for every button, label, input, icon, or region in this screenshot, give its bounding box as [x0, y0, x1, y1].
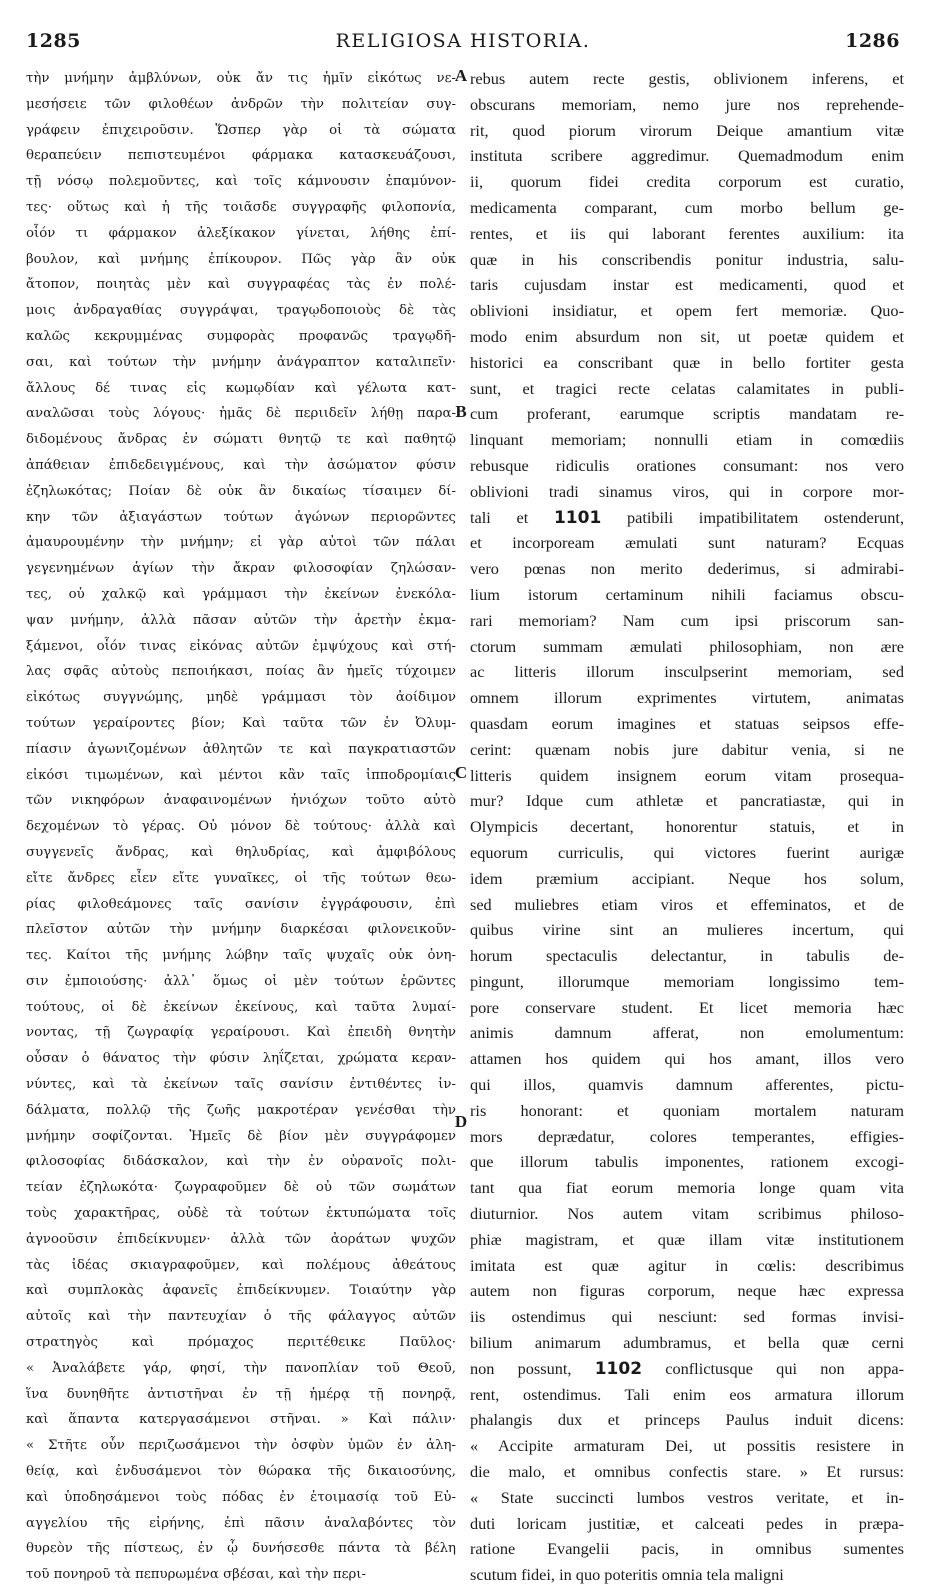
latin-text-line: iis ostendimus qui nesciunt: sed formas invisi-: [470, 1307, 904, 1327]
greek-text-line: ἐζηλωκότας; Ποίαν δὲ οὐκ ἂν δικαίως τίσαιμεν δί-: [26, 483, 456, 499]
running-title: RELIGIOSA HISTORIA.: [335, 30, 591, 52]
latin-text-line: historici ea conscribant quæ in bello fortiter gesta: [470, 352, 904, 372]
latin-text-line: ii, quorum fidei credita corporum est curatio,: [470, 172, 904, 192]
latin-text-line: bilium animarum adumbramus, et bella quæ cerni: [470, 1333, 904, 1353]
greek-text-line: πλεῖστον αὐτῶν τὴν μνήμην διαρκέσαι φιλονεικοῦν-: [26, 922, 456, 938]
greek-text-line: καὶ ὑποδησάμενοι τοὺς πόδας ἐν ἑτοιμασίᾳ τοῦ Εὐ-: [26, 1489, 456, 1505]
section-marker-c: C: [454, 763, 468, 782]
greek-text-line: θεραπεύειν πεπιστευμένοι φάρμακα κατασκευάζουσι,: [26, 148, 456, 164]
latin-text-line: cum proferant, earumque scriptis mandatam re-: [470, 404, 904, 424]
latin-text-line: vero pœnas non merito dederimus, si admirabi-: [470, 559, 904, 579]
greek-text-line: ψαν μνήμην, ἀλλὰ πᾶσαν αὐτῶν τὴν ἀρετὴν ἐκμα-: [26, 612, 456, 628]
greek-text-line: ἄλλους δέ τινας εἰς κωμῳδίαν καὶ γέλωτα κατ-: [26, 380, 456, 396]
latin-text-line: diuturnior. Nos autem vitam scribimus philoso-: [470, 1204, 904, 1224]
latin-text-line: Olympicis decertant, honorentur statuis, et in: [470, 817, 904, 837]
greek-text-line: τὴν μνήμην ἀμβλύνων, οὐκ ἄν τις ἡμῖν εἰκότως νε-: [26, 71, 456, 86]
greek-text-line: τες, οὐ χαλκῷ καὶ γράμμασι τὴν ἐκείνων ἐνεκόλα-: [26, 586, 456, 602]
latin-text-line: non possunt, 1102 conflictusque qui non appa-: [470, 1358, 904, 1379]
greek-text-line: ἄτοπον, ποιητὰς μὲν καὶ συγγραφέας τὰς ἐν πολέ-: [26, 277, 456, 293]
greek-column: [26, 66, 456, 1588]
latin-text-line: imitata est quæ agitur in cœlis: describimus: [470, 1255, 904, 1275]
greek-text-line: μνήμην σοφίζονται. Ἡμεῖς δὲ βίον μὲν συγγράφομεν: [26, 1128, 456, 1144]
latin-text-line: tant qua fiat eorum memoria longe quam vita: [470, 1178, 904, 1198]
greek-text-line: συγγενεῖς ἄνδρας, καὶ θηλυδρίας, καὶ ἀμφιβόλους: [26, 844, 456, 860]
greek-text-line: « Στῆτε οὖν περιζωσάμενοι τὴν ὀσφὺν ὑμῶν ἐν ἀλη-: [26, 1438, 456, 1454]
greek-text-line: βουλον, καὶ μνήμης ἐπίκουρον. Πῶς γὰρ ἂν οὐκ: [26, 251, 456, 267]
latin-text-line: die malo, et omnibus confectis stare. » Et rursus:: [470, 1462, 904, 1482]
latin-text-line: modo enim absurdum non sit, ut poetæ quidem et: [470, 326, 904, 346]
latin-text-line: ratione Evangelii pacis, in omnibus sumentes: [470, 1539, 904, 1559]
greek-text-line: ἀπάθειαν ἐπιδεδειγμένους, καὶ τὴν ἀσώματον φύσιν: [26, 457, 456, 473]
greek-text-line: σιν ἐμποιούσης· ἀλλ᾽ ὅμως οἱ μὲν τούτων ἐρῶντες: [26, 973, 456, 989]
greek-text-line: ρίας φιλοθεάμονες ταῖς σανίσιν ἐγγράφουσιν, ἐπὶ: [26, 896, 456, 912]
greek-text-line: δάλματα, πολλῷ τῆς ζωῆς μακροτέραν γενέσθαι τὴν: [26, 1102, 456, 1118]
greek-text-line: εἰκόσι τιμωμένων, καὶ μέντοι κἂν ταῖς ἱπποδρομίαις: [26, 767, 456, 783]
latin-text-line: rit, quod piorum virorum Deique amantium vitæ: [470, 120, 904, 140]
latin-text-line: pore conservare student. Et licet memoria hæc: [470, 997, 904, 1017]
latin-text-line: mur? Idque cum athletæ et pancratiastæ, qui in: [470, 791, 904, 811]
latin-text-line: lium istorum certaminum nihili faciamus obscu-: [470, 584, 904, 604]
greek-text-line: ξάμενοι, οἷόν τινας εἰκόνας αὐτῶν ἐμψύχους καὶ στή-: [26, 638, 456, 654]
latin-text-line: ac litteris illorum insculpserint memoriam, sed: [470, 662, 904, 682]
latin-text-line: rari memoriam? Nam cum ipsi priscorum san-: [470, 610, 904, 630]
greek-text-line: θυρεὸν τῆς πίστεως, ἐν ᾧ δυνήσεσθε πάντα τὰ βέλη: [26, 1541, 456, 1557]
latin-text-line: sunt, et tragici recte celatas calamitates in publi-: [470, 378, 904, 398]
latin-text-line: tali et 1101 patibili impatibilitatem ostenderunt,: [470, 507, 904, 528]
column-number: 1102: [594, 1358, 643, 1379]
greek-text-line: οὖσαν ὁ θάνατος τὴν φύσιν ληΐζεται, χρώματα κεραν-: [26, 1051, 456, 1067]
greek-text-line: εἰκότως συγγνώμης, μηδὲ γράμμασι τὸν ἀοίδιμον: [26, 690, 456, 706]
greek-text-line: « Ἀναλάβετε γάρ, φησί, τὴν πανοπλίαν τοῦ Θεοῦ,: [26, 1360, 456, 1376]
latin-text-line: quasdam eorum imagines et statuas seipsos effe-: [470, 713, 904, 733]
latin-text-line: horum spectaculis delectantur, in tabulis de-: [470, 946, 904, 966]
latin-text-line: ctorum summam æmulati philosophiam, non ære: [470, 636, 904, 656]
greek-text-line: ἵνα δυνηθῆτε ἀντιστῆναι ἐν τῇ ἡμέρᾳ τῇ πονηρᾷ,: [26, 1386, 456, 1402]
latin-text-line: rentes, et iis qui laborant ferentes auxilium: ita: [470, 223, 904, 243]
greek-text-line: ἀγνοοῦσιν ἐπιδείκνυμεν· ἀλλὰ τῶν ἀοράτων ψυχῶν: [26, 1231, 456, 1247]
latin-text-line: mors deprædatur, colores temperantes, effigies-: [470, 1126, 904, 1146]
latin-text-line: idem præmium accipiant. Neque hos solum,: [470, 868, 904, 888]
greek-text-line: μοις ἀνδραγαθίας συγγράψαι, τραγῳδοποιοὺς δὲ τὰς: [26, 303, 456, 319]
section-marker-d: D: [454, 1112, 468, 1131]
greek-text-line: θείᾳ, καὶ ἐνδυσάμενοι τὸν θώρακα τῆς δικαιοσύνης,: [26, 1464, 456, 1480]
greek-text-line: ἀμαυρουμένην τὴν μνήμην; εἰ γὰρ αὐτοὶ τῶν πάλαι: [26, 535, 456, 551]
latin-text-line: obscurans memoriam, nemo jure nos reprehende-: [470, 94, 904, 114]
greek-text-line: τοῦ πονηροῦ τὰ πεπυρωμένα σβέσαι, καὶ τὴν περι-: [26, 1567, 366, 1583]
greek-text-line: καὶ συμπλοκὰς ἀφανεῖς ἐπιδείκνυμεν. Τοιαύτην γὰρ: [26, 1283, 456, 1299]
greek-text-line: οἷόν τι φάρμακον ἀλεξίκακον γίνεται, λήθης ἐπί-: [26, 225, 456, 241]
latin-text-line: phiæ magistram, et quæ illam vitæ institutionem: [470, 1229, 904, 1249]
latin-text-line: cerint: quænam nobis jure dabitur venia, si ne: [470, 739, 904, 759]
section-marker-b: B: [455, 402, 467, 421]
latin-text-line: litteris quidem insignem eorum vitam prosequa-: [470, 765, 904, 785]
greek-text-line: κην τῶν ἀξιαγάστων τούτων ἀγώνων περιορῶντες: [26, 509, 456, 525]
latin-text-line: pingunt, illorumque memoriam longissimo tem-: [470, 971, 904, 991]
latin-text-line: et incorpoream æmulati sunt naturam? Ecquas: [470, 533, 904, 553]
latin-text-line: rebus autem recte gestis, oblivionem inferens, et: [470, 69, 904, 88]
latin-text-line: que illorum tabulis imponentes, rationem excogi-: [470, 1152, 904, 1172]
greek-text-line: σαι, καὶ τούτων τὴν μνήμην ἀνάγραπτον καταλιπεῖν·: [26, 354, 456, 370]
greek-text-line: τῶν νικηφόρων ἀναφαινομένων ἡνιόχων τοῦτο αὐτὸ: [26, 793, 456, 809]
greek-text-line: πίασιν ἀγωνιζομένων ἀθλητῶν τε καὶ παγκρατιαστῶν: [26, 741, 456, 757]
greek-text-line: τες. Καίτοι τῆς μνήμης λώβην ταῖς ψυχαῖς οὐκ ὀνη-: [26, 948, 456, 964]
running-header: [26, 30, 900, 64]
latin-text-line: equorum curriculis, qui victores fuerint aurigæ: [470, 842, 904, 862]
section-marker-a: A: [454, 66, 468, 85]
greek-text-line: καὶ ἅπαντα κατεργασάμενοι στῆναι. » Καὶ πάλιν·: [26, 1412, 456, 1428]
greek-text-line: νύντες, καὶ τὰ ἐκείνων ταῖς σανίσιν ἐντιθέντες ἰν-: [26, 1077, 456, 1093]
latin-text-line: animis damnum afferat, non emolumentum:: [470, 1023, 904, 1043]
latin-text-line: medicamenta comparant, cum morbo bellum ge-: [470, 197, 904, 217]
latin-text-line: linquant memoriam; nonnulli etiam in comœdiis: [470, 430, 904, 450]
greek-text-line: διδομένους ἄνδρας ἐν σώματι θνητῷ τε καὶ παθητῷ: [26, 432, 456, 448]
latin-text-line: omnem illorum exprimentes virtutem, animatas: [470, 688, 904, 708]
latin-text-line: quibus virine sint an mulieres incertum, qui: [470, 920, 904, 940]
greek-text-line: τῇ νόσῳ πολεμοῦντες, καὶ τοῖς κάμνουσιν ἐπαμύνον-: [26, 174, 456, 190]
latin-text-line: phalangis dux et princeps Paulus induit dicens:: [470, 1410, 904, 1430]
column-number: 1101: [553, 507, 602, 528]
greek-text-line: τὰς ἰδέας σκιαγραφοῦμεν, καὶ πολέμους ἀθεάτους: [26, 1257, 456, 1273]
greek-text-line: μεσήσειε τῶν φιλοθέων ἀνδρῶν τὴν πολιτείαν συγ-: [26, 96, 456, 112]
latin-text-line: « State succincti lumbos vestros veritate, et in-: [470, 1487, 904, 1507]
latin-text-line: rebusque ridiculis orationes consumant: nos vero: [470, 455, 904, 475]
latin-text-line: oblivioni tradi sinamus viros, qui in corpore mor-: [470, 481, 904, 501]
latin-text-line: attamen hos quidem qui hos amant, illos vero: [470, 1049, 904, 1069]
latin-text-line: autem non figuras corporum, neque hæc expressa: [470, 1281, 904, 1301]
latin-text-line: scutum fidei, in quo poteritis omnia tela maligni: [470, 1565, 784, 1585]
greek-text-line: εἴτε ἄνδρες εἶεν εἴτε γυναῖκες, οἱ τῆς τούτων θεω-: [26, 870, 456, 886]
greek-text-line: δεχομένων τὸ γέρας. Οὐ μόνον δὲ τούτους· ἀλλὰ καὶ: [26, 819, 456, 835]
greek-text-line: λας σφᾶς αὐτοὺς πεποιήκασι, ποίας ἂν ἡμεῖς τύχοιμεν: [26, 664, 456, 680]
latin-text-line: qui illos, quamvis damnum afferentes, pictu-: [470, 1075, 904, 1095]
latin-text-line: instituta scribere aggredimur. Quemadmodum enim: [470, 146, 904, 166]
latin-text-line: duti loricam justitiæ, et calceati pedes in præpa-: [470, 1513, 904, 1533]
greek-text-line: φιλοσοφίας διδάσκαλον, καὶ τὴν ἐν οὐρανοῖς πολι-: [26, 1154, 456, 1170]
greek-text-line: αναλῶσαι τοὺς λόγους· ἡμᾶς δὲ περιιδεῖν λήθῃ παρα-: [26, 406, 456, 422]
greek-text-line: τοὺς χαρακτῆρας, οὐδὲ τὰ τούτων ἐκτυπώματα τοῖς: [26, 1206, 456, 1222]
greek-text-line: στρατηγὸς καὶ πρόμαχος περιτέθεικε Παῦλος·: [26, 1335, 456, 1351]
greek-text-line: αὐτοῖς καὶ τὴν πανтευχίαν ὁ τῆς φάλαγγος αὐτῶν: [26, 1309, 456, 1325]
greek-text-line: τείαν ἐζηλωκότα· ζωγραφοῦμεν δὲ οὐ τῶν σωμάτων: [26, 1180, 456, 1196]
greek-text-line: γράφειν ἐπιχειροῦσιν. Ὥσπερ γὰρ οἱ τὰ σώματα: [26, 122, 456, 138]
greek-text-line: νοντας, τῇ ζωγραφίᾳ γεραίρουσι. Καὶ ἐπειδὴ θνητὴν: [26, 1025, 456, 1041]
greek-text-line: καλῶς κεκρυμμένας συμφορὰς προφανῶς τραγῳδῆ-: [26, 328, 456, 344]
latin-text-line: oblivioni insidiatur, et opem fert memoriæ. Quo-: [470, 301, 904, 321]
latin-text-line: quæ in his conscribendis ponitur industria, salu-: [470, 249, 904, 269]
greek-text-line: τούτους, οἱ δὲ ἐκείνων ἐκείνους, καὶ ταῦτα λυμαί-: [26, 999, 456, 1015]
greek-text-line: τούτων γεραίροντες βίον; Καὶ ταῦτα τῶν ἐν Ὀλυμ-: [26, 715, 456, 731]
page-number-right: 1286: [845, 30, 900, 52]
greek-text-line: τες· οὕτως καὶ ἡ τῆς τοιᾶσδε συγγραφῆς φιλοπονία,: [26, 199, 456, 215]
greek-text-line: αγγελίου τῆς εἰρήνης, ἐπὶ πᾶσιν ἀναλαβόντες τὸν: [26, 1515, 456, 1531]
latin-text-line: rent, ostendimus. Tali enim eos armatura illorum: [470, 1384, 904, 1404]
latin-text-line: ris honorant: et quoniam mortalem naturam: [470, 1100, 904, 1120]
latin-column: [470, 66, 904, 1588]
latin-text-line: sed muliebres etiam viros et effeminatos, et de: [470, 894, 904, 914]
page-number-left: 1285: [26, 30, 81, 52]
latin-text-line: taris cujusdam instar est medicamenti, quod et: [470, 275, 904, 295]
latin-text-line: « Accipite armaturam Dei, ut possitis resistere in: [470, 1436, 904, 1456]
greek-text-line: γεγενημένων ἁγίων τὴν ἄκραν φιλοσοφίαν ζηλώσαν-: [26, 561, 456, 577]
